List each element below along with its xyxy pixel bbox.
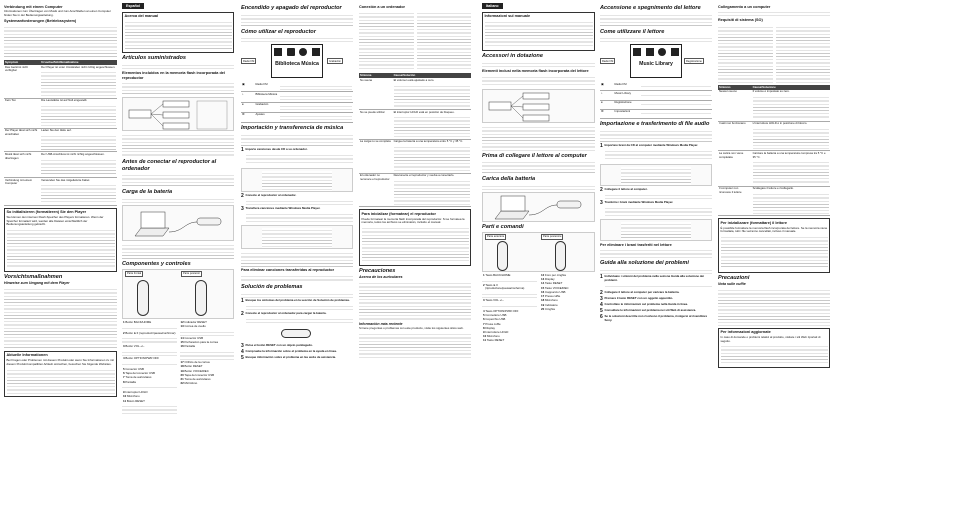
pc-connection-intro-it xyxy=(718,10,830,16)
format-box-title: So initialisieren (formatieren) Sie den Player xyxy=(6,210,87,215)
flash-items-text xyxy=(122,81,234,95)
part-item: 22 Micrófono xyxy=(180,381,198,386)
column-italian-1 xyxy=(482,3,595,505)
table-row: ▣ Radio FM xyxy=(241,82,353,92)
part-item: 5 Connettore USB xyxy=(483,313,507,318)
part-item: 4 Botón OPTION/PWR OFF xyxy=(123,356,159,361)
pc-intro-text: Informationen zum Übertragen von Musik und zum Anschließen an einen Computer finden Sie in der Bedienungsanleitung. xyxy=(4,9,111,17)
pc-connection-title: Verbindung mit einem Computer xyxy=(4,4,63,9)
trouble-step: 4 Controllare le informazioni sul problema nella Guida in linea. xyxy=(600,301,688,308)
format-box-title-it: Per inizializzare (formattare) il lettore xyxy=(720,220,787,225)
column-spanish-2 xyxy=(241,3,353,505)
table-row: ♪ Biblioteca Música xyxy=(241,92,353,102)
part-item: 8 Display xyxy=(483,325,495,330)
parts-list-right-it xyxy=(540,274,595,344)
home-menu-table xyxy=(241,82,353,123)
delete-songs-sub: Para eliminar canciones transferidas al reproductor xyxy=(241,268,335,273)
format-info-box-es xyxy=(359,209,471,265)
part-item: 1 Botón BACK/HOME xyxy=(123,319,152,324)
laptop-charging-svg-it xyxy=(483,193,593,223)
latest-info-text-it: In caso di domande o problemi relativi al prodotto, visitare i siti Web riportati di seguito. xyxy=(720,334,821,343)
table-row: No se puede utilizar El interruptor HOLD está en posición de bloqueo. xyxy=(359,110,471,140)
record-icon xyxy=(299,48,307,56)
part-item: 9 Interruttore HOLD xyxy=(483,329,509,334)
charging-illustration xyxy=(122,205,234,241)
parts-list-left xyxy=(122,321,177,415)
part-item: 2 Tasto ►II (riproduzione/pausa/conferma) xyxy=(483,282,525,291)
table-cell-body xyxy=(41,104,116,126)
import-intro-it xyxy=(600,129,712,143)
requirements-list-text xyxy=(4,25,117,59)
table-row: I tasti non funzionano L'interruttore HOLD è in posizione di blocco. xyxy=(718,121,830,151)
table-row: ⚙ Ajustes xyxy=(241,112,353,122)
wmp-screenshot-it-2 xyxy=(600,219,712,241)
folder-tree-svg-it xyxy=(483,90,593,124)
table-cell-text: Die Lautstärke ist auf Null eingestellt. xyxy=(41,98,88,103)
format-info-box xyxy=(4,208,117,272)
part-item: 16 Pantalla xyxy=(180,344,195,349)
pc-requirements xyxy=(359,10,471,72)
folder-diagram xyxy=(122,97,234,131)
troubleshooting-table-es xyxy=(359,73,471,207)
format-box-steps xyxy=(7,228,115,268)
latest-info-text-es: Si tiene preguntas o problemas con este producto, visite los siguientes sitios web. xyxy=(359,326,464,331)
table-cell xyxy=(40,152,117,178)
system-requirements-it: Requisiti di sistema (SO) xyxy=(718,18,763,23)
supplied-items-text xyxy=(122,63,234,69)
player-back-it xyxy=(555,241,566,271)
power-title: Encendido y apagado del reproductor xyxy=(241,5,342,11)
parts-title: Componentes y controles xyxy=(122,260,191,267)
before-connect-text xyxy=(122,173,234,187)
parts-list xyxy=(122,321,234,415)
table-row: Nessun suono Il volume è impostato su zero. xyxy=(718,90,830,121)
table-header-symptom: Sintomo xyxy=(718,85,752,90)
part-item: 11 Botón RESET xyxy=(123,398,145,403)
table-header-cause: Ursache/Abhilfemaßnahme xyxy=(40,60,117,65)
table-cell-text: Verwenden Sie das mitgelieferte Kabel. xyxy=(41,177,90,182)
import-step: 3 Trasferire i brani mediante Windows Media Player. xyxy=(600,201,712,217)
back-label-it: Parte posteriore xyxy=(543,235,562,239)
folder-tree-svg xyxy=(123,98,233,132)
precautions-sub: Hinweise zum Umgang mit dem Player xyxy=(4,281,70,286)
table-cell: Musik lässt sich nicht übertragen xyxy=(4,152,40,178)
table-header-cause: Causa/Soluzione xyxy=(752,85,830,90)
table-row: La carga no se completa Cargue la batería a una temperatura entre 5 °C y 35 °C. xyxy=(359,139,471,173)
latest-info-links xyxy=(7,368,115,394)
table-cell-body xyxy=(41,158,116,176)
part-item: 18 Botón RESET xyxy=(180,364,203,369)
part-item: 14 Tasto RESET xyxy=(541,281,563,286)
import-title-it: Importazione e trasferimento di file audio xyxy=(600,121,710,128)
part-item: 11 Tasto RESET xyxy=(483,338,505,343)
part-item: 19 Indicatore xyxy=(541,302,558,307)
table-header-symptom: Síntoma xyxy=(359,73,393,78)
delete-songs-text xyxy=(241,274,353,282)
latest-info-sub: Información más reciente xyxy=(359,322,403,327)
power-text xyxy=(241,13,353,27)
supplied-items-title: Artículos suministrados xyxy=(122,55,187,62)
format-box-title-es: Para inicializar (formatear) el reproductor xyxy=(361,211,436,216)
table-header-symptom: Symptom xyxy=(4,60,40,65)
part-item: 9 Interruptor HOLD xyxy=(123,390,148,395)
import-step: 2 Collegare il lettore al computer. xyxy=(600,188,712,200)
part-item: 13 Display xyxy=(541,277,555,282)
wmp-screenshot-2 xyxy=(241,225,353,249)
part-item: 18 Microfono xyxy=(541,298,558,303)
before-connect-text-it xyxy=(482,160,595,174)
parts-list-right xyxy=(180,321,235,415)
radio-icon xyxy=(633,48,641,56)
table-row: ♪ Music Library xyxy=(600,91,712,100)
system-requirements-heading: Systemanforderungen (Betriebssystem) xyxy=(4,19,77,24)
part-item: 15 Perforación para la correa xyxy=(180,340,218,345)
column-spanish-3 xyxy=(359,3,471,505)
howto-title-it: Come utilizzare il lettore xyxy=(600,28,665,35)
troubleshooting-title-it: Guida alla soluzione dei problemi xyxy=(600,260,689,267)
wmp-screenshot-it-1 xyxy=(600,164,712,186)
parts-list-it xyxy=(482,274,595,344)
part-item: 15 Tasto VOICE/REC xyxy=(541,285,569,290)
home-menu-title-it: Music Library xyxy=(639,61,673,68)
table-row xyxy=(4,98,117,128)
parts-list-left-it xyxy=(482,274,537,344)
pc-connection-title-it: Collegamento a un computer xyxy=(718,4,771,9)
latest-info-box xyxy=(4,351,117,397)
table-cell-text: Der USB-Anschluss ist nicht richtig angeschlossen. xyxy=(41,151,105,156)
player-front-it xyxy=(497,241,508,271)
latest-info-links-it xyxy=(721,344,828,364)
trouble-step: 2 Collegare il lettore al computer per caricare la batteria. xyxy=(600,289,680,296)
player-side xyxy=(281,329,311,338)
flash-items-notes xyxy=(122,133,234,157)
part-item: 8 Pantalla xyxy=(123,379,136,384)
howto-text xyxy=(241,36,353,42)
table-row: ● Grabación xyxy=(241,102,353,112)
latest-info-text: Bei Fragen oder Problemen mit diesem Produkt oder wenn Sie Informationen zu mit diesem Produkt kompatiblen Artikeln wünschen, besuchen Sie folgende Websites. xyxy=(6,358,114,366)
part-item: 21 Toma de auriculares xyxy=(180,376,211,381)
part-item: 13 Correa de cuello xyxy=(180,324,206,329)
part-item: 16 Cappuccio USB xyxy=(541,289,566,294)
howto-text-it xyxy=(600,36,712,42)
part-item: 4 Tasto OPTION/PWR OFF xyxy=(483,308,519,313)
table-row: ▣ Radio FM xyxy=(600,82,712,91)
table-cell-body xyxy=(41,183,116,203)
precautions-title: Vorsichtsmaßnahmen xyxy=(4,273,63,280)
part-item: 12 Foro per cinghia xyxy=(541,272,566,277)
troubleshooting-title: Solución de problemas xyxy=(241,283,303,290)
table-cell xyxy=(40,65,117,98)
flash-items-notes-it xyxy=(482,125,595,151)
latest-info-title: Aktuelle Informationen xyxy=(6,353,48,358)
latest-info-title-it: Per informazioni aggiornate xyxy=(720,330,771,335)
precautions-title-it: Precauzioni xyxy=(718,274,750,281)
record-icon xyxy=(658,48,666,56)
home-icons-row xyxy=(272,45,322,56)
format-info-box-it xyxy=(718,218,830,272)
headphones-text-it xyxy=(718,288,830,326)
format-box-steps-it xyxy=(721,235,828,269)
part-item: 14 Conector USB xyxy=(180,335,204,340)
home-menu-figure xyxy=(241,44,353,80)
table-cell: Das Gerät ist nicht verfügbar xyxy=(4,65,40,98)
supplied-items-text-it xyxy=(482,61,595,67)
parts-title-it: Parti e comandi xyxy=(482,223,524,230)
part-item: 17 Presa cuffie xyxy=(541,294,561,299)
before-connect-title: Antes de conectar el reproductor al ordenador xyxy=(122,159,217,172)
part-item: 7 Presa cuffie xyxy=(483,321,501,326)
laptop-charging-svg xyxy=(123,206,233,242)
table-row: El ordenador no reconoce el reproductor Desconecte el reproductor y vuelva a conectarlo. xyxy=(359,173,471,207)
trouble-step: 5 Busque información sobre el problema en las webs de asistencia. xyxy=(241,354,336,361)
home-menu-table-it xyxy=(600,82,712,119)
notice-text xyxy=(125,20,232,50)
table-cell-body xyxy=(41,134,116,150)
charging-notes xyxy=(122,243,234,259)
table-row xyxy=(4,128,117,152)
part-item: 1 Tasto BACK/HOME xyxy=(483,272,511,277)
table-row: Il computer non riconosce il lettore Scollegare il lettore e ricollegarlo. xyxy=(718,186,830,216)
trouble-step: 6 Se le soluzioni descritte non risolvono il problema, rivolgersi al rivenditore Sony. xyxy=(600,313,708,322)
settings-icon xyxy=(312,48,320,56)
table-cell-text: Der Player ist unter Umständen nicht richtig angeschlossen. xyxy=(41,65,116,69)
table-cell xyxy=(40,98,117,128)
charging-title: Carga de la batería xyxy=(122,189,173,196)
radio-icon xyxy=(274,48,282,56)
trouble-step: 4 Compruebe la información sobre el problema en la ayuda en línea. xyxy=(241,348,337,355)
table-cell xyxy=(40,128,117,152)
headphones-sub-it: Nota sulle cuffie xyxy=(718,282,746,287)
import-step: 1 Importe canciones desde CD a su ordenador. xyxy=(241,148,353,166)
part-item: 12 Indicador RESET xyxy=(180,319,207,324)
latest-info-links-es xyxy=(359,332,471,360)
part-item: 3 Tasto VOL +/– xyxy=(483,298,504,303)
power-text-it xyxy=(600,13,712,27)
table-cell: Der Player lässt sich nicht einschalten xyxy=(4,128,40,152)
table-cell: Verbindung mit einem Computer xyxy=(4,178,40,206)
import-step: 2 Conecte el reproductor al ordenador. xyxy=(241,194,353,206)
table-row: ● Registrazione xyxy=(600,100,712,109)
format-box-text-it: È possibile formattare la memoria flash incorporata del lettore. Se la memoria viene formattata, tutti i file verranno cancellati, incluso il manuale. xyxy=(720,225,828,234)
home-icons-row-it xyxy=(631,45,681,56)
before-connect-title-it: Prima di collegare il lettore al computer xyxy=(482,152,587,159)
trouble-step: 1 Busque los síntomas del problema en la sección de Solución de problemas. xyxy=(241,299,353,311)
home-label-record: Grabación xyxy=(329,59,341,63)
trouble-step: 2 Conecte el reproductor al ordenador para cargar la batería. xyxy=(241,312,353,324)
language-band-it: Italiano xyxy=(482,3,503,9)
part-item: 10 Micrófono xyxy=(123,394,140,399)
home-label-radio: Radio FM xyxy=(243,59,255,63)
headphones-sub: Acerca de los auriculares xyxy=(359,275,403,280)
reset-illustration xyxy=(241,326,353,342)
delete-songs-text-it xyxy=(600,248,712,258)
import-notes xyxy=(241,251,353,267)
front-label: Parte frontal xyxy=(127,272,142,276)
table-row xyxy=(4,65,117,98)
language-band: Español xyxy=(122,3,144,9)
column-italian-2 xyxy=(600,3,712,505)
flash-items-sub-it: Elementi inclusi nella memoria flash incorporata del lettore xyxy=(482,68,589,73)
trouble-step: 5 Consultare le informazioni sul problema nei siti Web di assistenza. xyxy=(600,307,697,314)
settings-icon xyxy=(671,48,679,56)
charging-text-it xyxy=(482,184,595,190)
part-item: 10 Microfono xyxy=(483,334,500,339)
charging-title-it: Carica della batteria xyxy=(482,176,536,183)
import-intro xyxy=(241,133,353,147)
charging-text xyxy=(122,197,234,203)
column-german xyxy=(4,3,117,505)
delete-songs-sub-it: Per eliminare i brani trasferiti nel lettore xyxy=(600,242,672,247)
table-cell-body xyxy=(41,70,116,96)
folder-diagram-it xyxy=(482,89,595,123)
home-menu-screen xyxy=(271,44,323,78)
table-header-cause: Causa/Solución xyxy=(393,73,471,78)
part-item: 20 Tapa del conector USB xyxy=(180,372,215,377)
part-item: 5 Conector USB xyxy=(123,366,144,371)
table-row: La carica non viene completata Caricare la batteria a una temperatura compresa tra 5 °C e 35 °C. xyxy=(718,151,830,186)
charging-illustration-it xyxy=(482,192,595,222)
troubleshooting-table xyxy=(4,60,117,206)
trouble-step: 3 Premere il tasto RESET con un oggetto appuntito. xyxy=(600,295,674,302)
precautions-text xyxy=(4,287,117,349)
parts-illustration-it xyxy=(482,232,595,272)
home-menu-screen-it xyxy=(630,44,682,78)
headphones-text xyxy=(359,281,471,321)
format-box-text-es: Puede formatear la memoria flash incorporada del reproductor. Si se formatea la memoria, todos los archivos se eliminarán, incluido el manual. xyxy=(361,216,465,225)
parts-illustration xyxy=(122,269,234,319)
manual-notice-box-it xyxy=(482,12,595,52)
troubleshooting-table-it xyxy=(718,85,830,217)
pc-connection-title-es: Conexión a un ordenador xyxy=(359,4,405,9)
precautions-title-es: Precauciones xyxy=(359,267,396,274)
player-back xyxy=(195,280,207,316)
latest-info-box-it xyxy=(718,328,830,368)
trouble-step: 1 Individuare i sintomi del problema nella sezione Guida alla soluzione dei problemi. xyxy=(600,275,712,290)
table-cell-text: Laden Sie den Akku auf. xyxy=(41,128,72,133)
part-item: 17 Orificio de la correa xyxy=(180,360,210,365)
howto-title: Cómo utilizar el reproductor xyxy=(241,28,316,35)
import-step: 3 Transfiera canciones mediante Windows Media Player. xyxy=(241,207,353,223)
home-menu-title: Biblioteca Música xyxy=(275,61,319,68)
trouble-step: 3 Pulse el botón RESET con un objeto puntiagudo. xyxy=(241,342,313,349)
part-item: 3 Botón VOL +/– xyxy=(123,344,145,349)
table-row: ⚙ Impostazioni xyxy=(600,109,712,118)
table-cell xyxy=(40,178,117,206)
home-menu-figure-it xyxy=(600,44,712,80)
part-item: 19 Botón VOICE/REC xyxy=(180,368,209,373)
column-spanish-1 xyxy=(122,3,234,505)
table-row xyxy=(4,178,117,206)
wmp-screenshot-1 xyxy=(241,168,353,192)
notice-title: Acerca del manual xyxy=(124,14,159,19)
home-label-radio-it: Radio FM xyxy=(602,59,614,63)
table-cell: Kein Ton xyxy=(4,98,40,128)
music-note-icon xyxy=(646,48,654,56)
notice-text-it xyxy=(485,20,593,48)
front-label-it: Parte anteriore xyxy=(487,235,505,239)
import-title: Importación y transferencia de música xyxy=(241,125,344,132)
table-row: No suena El volumen está ajustado a cero. xyxy=(359,78,471,109)
pc-requirements-it xyxy=(718,24,830,84)
manual-notice-box xyxy=(122,12,234,54)
part-item: 6 Tapa del conector USB xyxy=(123,371,155,376)
power-title-it: Accensione e spegnimento del lettore xyxy=(600,5,701,11)
part-item: 2 Botón ►II (reproducir/pausa/confirmar) xyxy=(123,330,176,335)
music-note-icon xyxy=(287,48,295,56)
table-row xyxy=(4,152,117,178)
flash-items-text-it xyxy=(482,75,595,87)
flash-items-sub: Elementos incluidos en la memoria flash incorporada del reproductor xyxy=(122,70,225,80)
format-box-steps-es xyxy=(362,226,469,262)
back-label: Parte posterior xyxy=(183,272,201,276)
notice-title-it: Informazioni sul manuale xyxy=(484,14,531,19)
part-item: 7 Toma de auriculares xyxy=(123,375,152,380)
supplied-items-title-it: Accessori in dotazione xyxy=(482,53,543,60)
part-item: 6 Coperchio USB xyxy=(483,317,506,322)
format-box-text: Sie können den internen Flash-Speicher des Players formatieren. Wenn der Speicher formatiert wird, werden alle Dateien einschließlich der Bedienungsanleitung gelöscht. xyxy=(6,215,104,227)
player-front xyxy=(137,280,149,316)
column-italian-3 xyxy=(718,3,830,505)
part-item: 20 Cinghia xyxy=(541,306,555,311)
import-step: 1 Importare brani da CD al computer mediante Windows Media Player. xyxy=(600,144,712,162)
home-label-record-it: Registrazione xyxy=(686,59,702,63)
